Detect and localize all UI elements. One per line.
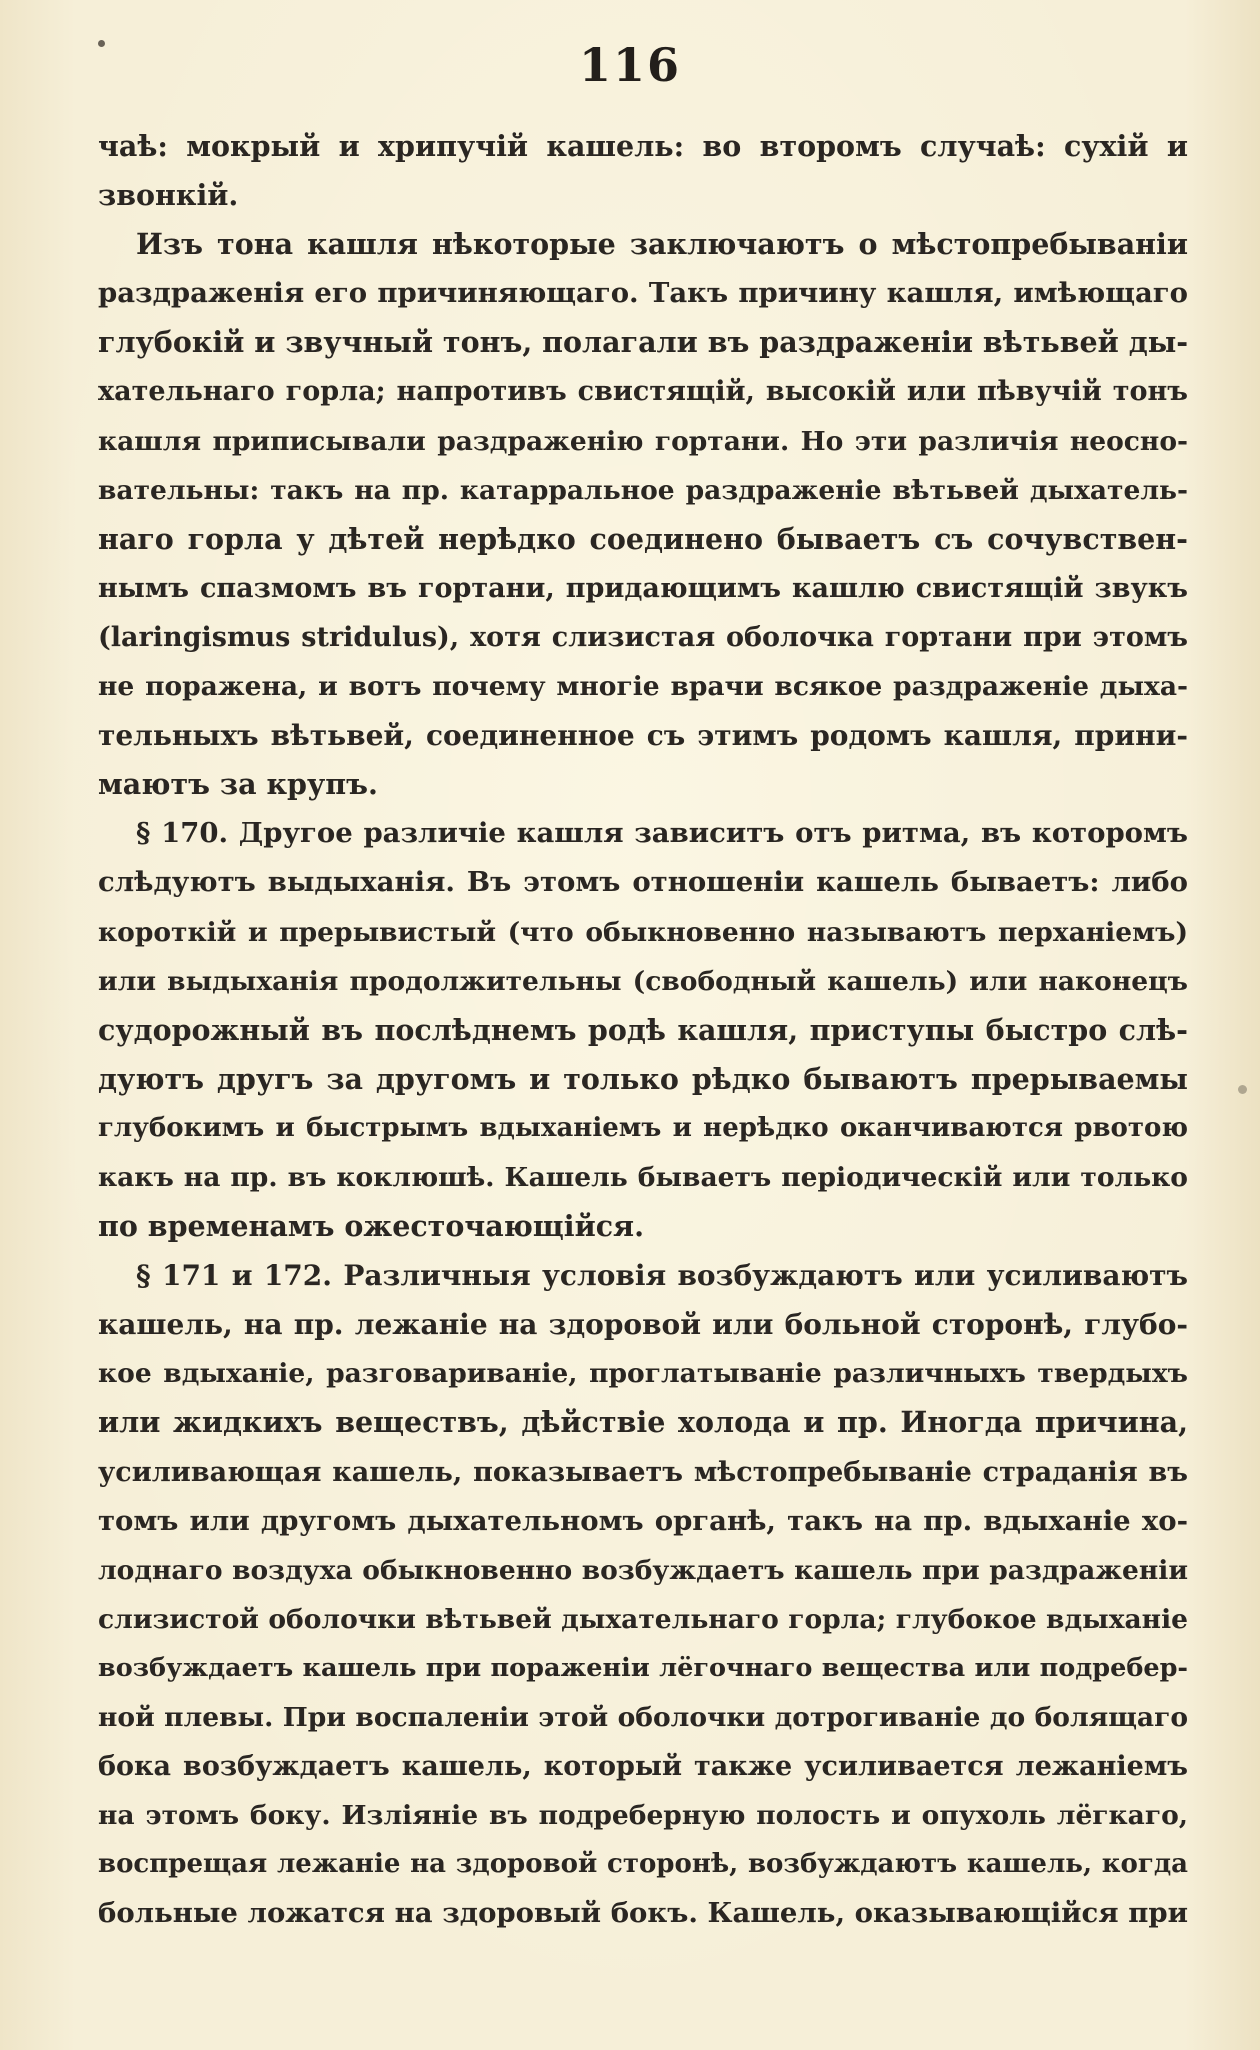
ink-speck: [98, 40, 105, 47]
text-line: усиливающая кашель, показываетъ мѣстопребываніе страданія въ: [98, 1456, 1188, 1488]
text-line: Изъ тона кашля нѣкоторые заключаютъ о мѣстопребываніи: [136, 227, 1188, 262]
text-line: § 171 и 172. Различныя условія возбуждаютъ или усиливаютъ: [136, 1259, 1188, 1293]
text-line: или выдыханія продолжительны (свободный кашель) или наконецъ: [98, 965, 1188, 997]
text-line: возбуждаетъ кашель при пораженіи лёгочнаго вещества или подребер-: [98, 1652, 1188, 1683]
text-line: маютъ за крупъ.: [98, 767, 378, 802]
text-line: не поражена, и вотъ почему многіе врачи всякое раздраженіе дыха-: [98, 671, 1188, 703]
text-line: дуютъ другъ за другомъ и только рѣдко бываютъ прерываемы: [98, 1061, 1188, 1096]
text-line: глубокимъ и быстрымъ вдыханіемъ и нерѣдко оканчиваются рвотою: [98, 1112, 1188, 1143]
text-line: вательны: такъ на пр. катарральное раздраженіе вѣтьвей дыхатель-: [98, 474, 1188, 506]
text-line: наго горла у дѣтей нерѣдко соединено бываетъ съ сочувствен-: [98, 521, 1188, 556]
text-line: по временамъ ожесточающійся.: [98, 1209, 645, 1244]
text-line: на этомъ боку. Изліяніе въ подреберную полость и опухоль лёгкаго,: [98, 1800, 1188, 1832]
text-line: (laringismus stridulus), хотя слизистая оболочка гортани при этомъ: [98, 621, 1188, 653]
text-line: слизистой оболочки вѣтьвей дыхательнаго горла; глубокое вдыханіе: [98, 1603, 1188, 1635]
text-line: раздраженія его причиняющаго. Такъ причину кашля, имѣющаго: [98, 277, 1188, 310]
text-line: больные ложатся на здоровый бокъ. Кашель, оказывающійся при: [98, 1897, 1188, 1930]
text-line: томъ или другомъ дыхательномъ органѣ, такъ на пр. вдыханіе хо-: [98, 1504, 1188, 1537]
text-line: бока возбуждаетъ кашель, который также усиливается лежаніемъ: [98, 1751, 1188, 1783]
page-number: 116: [578, 38, 682, 92]
text-line: короткій и прерывистый (что обыкновенно называютъ перханіемъ): [98, 916, 1188, 948]
text-line: кое вдыханіе, разговариваніе, проглатываніе различныхъ твердыхъ: [98, 1358, 1188, 1390]
text-line: глубокій и звучный тонъ, полагали въ раздраженіи вѣтьвей ды-: [98, 325, 1188, 360]
text-line: хательнаго горла; напротивъ свистящій, высокій или пѣвучій тонъ: [98, 376, 1188, 408]
ink-speck: [1238, 1085, 1247, 1094]
text-line: или жидкихъ веществъ, дѣйствіе холода и пр. Иногда причина,: [98, 1405, 1188, 1440]
text-line: судорожный въ послѣднемъ родѣ кашля, приступы быстро слѣ-: [98, 1012, 1188, 1047]
text-line: тельныхъ вѣтьвей, соединенное съ этимъ родомъ кашля, прини-: [98, 719, 1188, 753]
text-line: нымъ спазмомъ въ гортани, придающимъ кашлю свистящій звукъ: [98, 572, 1188, 604]
text-line: § 170. Другое различіе кашля зависитъ отъ ритма, въ которомъ: [136, 817, 1188, 850]
text-line: звонкій.: [98, 178, 239, 213]
text-line: ной плевы. При воспаленіи этой оболочки дотрогиваніе до болящаго: [98, 1702, 1188, 1733]
body-text: [98, 122, 1188, 1938]
text-line: кашель, на пр. лежаніе на здоровой или больной сторонѣ, глубо-: [98, 1308, 1188, 1342]
text-line: слѣдуютъ выдыханія. Въ этомъ отношеніи кашель бываетъ: либо: [98, 866, 1188, 899]
text-line: чаѣ: мокрый и хрипучій кашель: во второмъ случаѣ: сухій и: [98, 129, 1188, 163]
text-line: воспрещая лежаніе на здоровой сторонѣ, возбуждаютъ кашель, когда: [98, 1849, 1188, 1880]
text-line: лоднаго воздуха обыкновенно возбуждаетъ кашель при раздраженіи: [98, 1554, 1188, 1586]
text-line: кашля приписывали раздраженію гортани. Но эти различія неосно-: [98, 425, 1188, 457]
text-line: какъ на пр. въ коклюшѣ. Кашель бываетъ періодическій или только: [98, 1161, 1188, 1193]
